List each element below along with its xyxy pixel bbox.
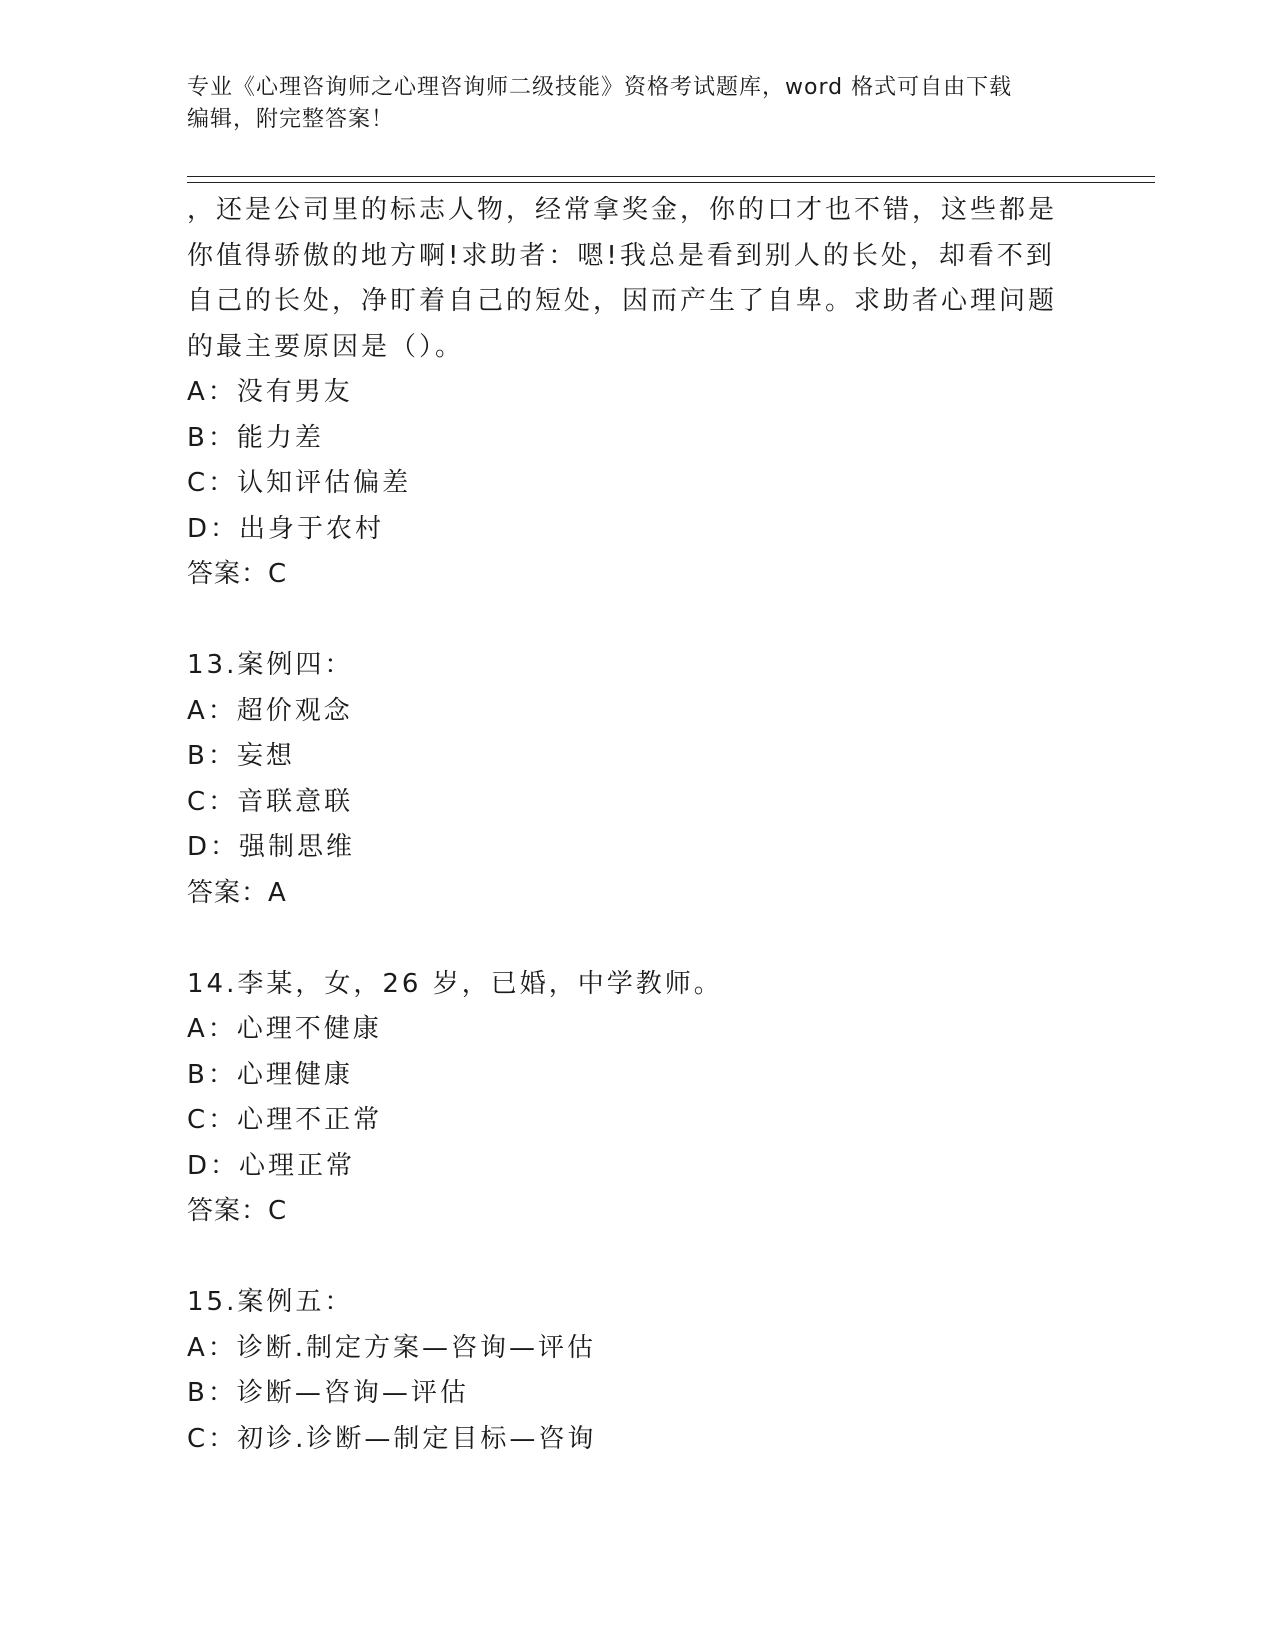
question-stem: 14.李某，女，26 岁，已婚，中学教师。 (187, 968, 723, 999)
option-a: A：诊断.制定方案—咨询—评估 (187, 1332, 597, 1363)
option-a: A：心理不健康 (187, 1014, 382, 1044)
option-d: D：强制思维 (187, 832, 356, 862)
question-stem-line: 你值得骄傲的地方啊!求助者：嗯!我总是看到别人的长处，却看不到 (187, 240, 1055, 271)
question-12 (187, 188, 1087, 598)
option-b: B：能力差 (187, 422, 324, 453)
question-stem-line: 自己的长处，净盯着自己的短处，因而产生了自卑。求助者心理问题 (187, 286, 1058, 316)
spacer (187, 1235, 1087, 1281)
option-c: C：初诊.诊断—制定目标—咨询 (187, 1423, 597, 1454)
question-stem-line: ，还是公司里的标志人物，经常拿奖金，你的口才也不错，这些都是 (187, 195, 1058, 225)
option-b: B：心理健康 (187, 1059, 353, 1090)
option-c: C：认知评估偏差 (187, 468, 412, 498)
option-a: A：没有男友 (187, 377, 353, 407)
question-list (187, 188, 1087, 1462)
option-b: B：诊断—咨询—评估 (187, 1378, 469, 1408)
option-d: D：心理正常 (187, 1150, 356, 1181)
header-rule-top (187, 176, 1155, 177)
header-line-2: 编辑，附完整答案！ (187, 107, 395, 132)
question-stem: 13.案例四： (187, 650, 354, 680)
option-c: C：音联意联 (187, 786, 354, 817)
header-rule-bottom (187, 182, 1155, 183)
page-header (187, 72, 1087, 136)
answer: 答案：C (187, 1196, 288, 1226)
question-stem: 15.案例五： (187, 1287, 354, 1317)
option-b: B：妄想 (187, 741, 295, 771)
question-stem-line: 的最主要原因是（）。 (187, 331, 465, 362)
answer: 答案：C (187, 559, 288, 589)
spacer (187, 598, 1087, 644)
option-d: D：出身于农村 (187, 513, 385, 544)
answer: 答案：A (187, 877, 287, 908)
question-15 (187, 1280, 1087, 1462)
header-line-1: 专业《心理咨询师之心理咨询师二级技能》资格考试题库，word 格式可自由下载 (187, 75, 1013, 100)
question-13 (187, 643, 1087, 916)
question-14 (187, 962, 1087, 1235)
option-c: C：心理不正常 (187, 1105, 383, 1135)
spacer (187, 916, 1087, 962)
option-a: A：超价观念 (187, 695, 353, 726)
